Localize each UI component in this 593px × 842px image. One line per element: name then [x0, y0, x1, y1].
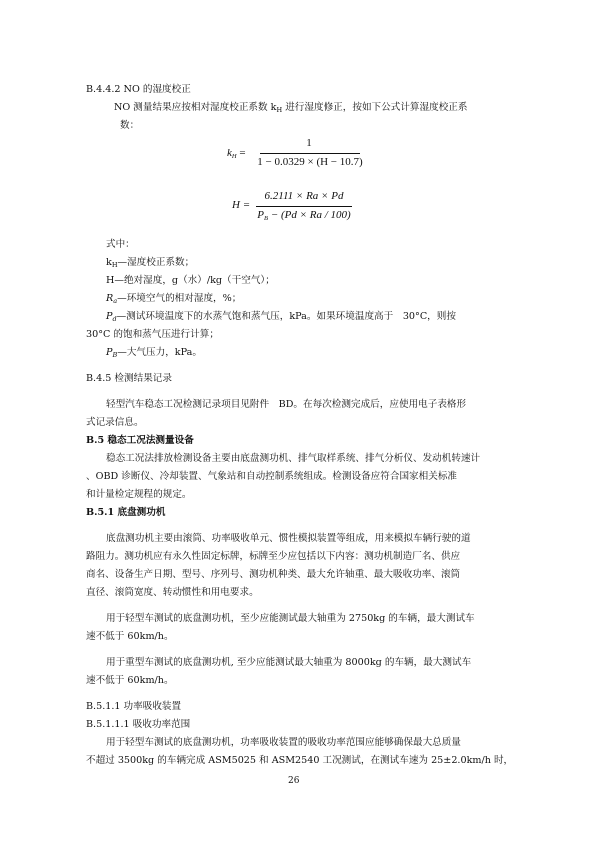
definition-h: H—绝对湿度，g（水）/kg（干空气）；: [106, 275, 275, 286]
section-b5-para-line2: 、OBD 诊断仪、冷却装置、气象站和自动控制系统组成。检测设备应符合国家相关标准: [86, 471, 458, 482]
section-b51-para2-line2: 速不低于 60km/h。: [86, 631, 174, 642]
section-b511-title: B.5.1.1 功率吸收装置: [86, 701, 182, 712]
section-b45-para-line1: 轻型汽车稳态工况检测记录项目见附件 BD。在每次检测完成后，应使用电子表格形: [106, 399, 467, 410]
section-b45-title: B.4.5 检测结果记录: [86, 373, 172, 384]
formula-kh-lhs: $k_H$ =: [227, 147, 246, 160]
section-b45-para-line2: 式记录信息。: [86, 417, 144, 428]
formula-h-lhs: H =: [232, 199, 251, 211]
section-b51-para1-line2: 路阻力。测功机应有永久性固定标牌，标牌至少应包括以下内容：测功机制造厂名、供应: [86, 551, 461, 562]
section-b51-para1-line3: 商名、设备生产日期、型号、序列号、测功机种类、最大允许轴重、最大吸收功率、滚筒: [86, 569, 461, 580]
section-b51-para3-line2: 速不低于 60km/h。: [86, 675, 174, 686]
formula-h-fraction-bar: [256, 206, 352, 207]
formula-h-numerator: 6.2111 × Ra × Pd: [264, 190, 344, 202]
section-b442-title: B.4.4.2 NO 的湿度校正: [86, 84, 191, 95]
section-b5-para-line1: 稳态工况法排放检测设备主要由底盘测功机、排气取样系统、排气分析仪、发动机转速计: [106, 453, 481, 464]
section-b5111-para-line1: 用于轻型车测试的底盘测功机，功率吸收装置的吸收功率范围应能够确保最大总质量: [106, 737, 461, 748]
section-b51-para1-line1: 底盘测功机主要由滚筒、功率吸收单元、惯性模拟装置等组成，用来模拟车辆行驶的道: [106, 533, 471, 544]
formula-h-denominator: $P_B - (Pd \times Ra / 100)$: [257, 209, 351, 222]
definition-ra: $R_a—$环境空气的相对湿度，%；: [106, 293, 242, 305]
formula-kh-denominator: 1 − 0.0329 × (H − 10.7): [257, 156, 363, 168]
section-b5-title: B.5 稳态工况法测量设备: [86, 435, 194, 446]
section-b442-intro-line1: NO 测量结果应按相对湿度校正系数 $k_H$ 进行湿度修正，按如下公式计算湿度校正系: [114, 102, 468, 114]
page-number: 26: [288, 776, 300, 786]
definition-pd-line2: 30°C 的饱和蒸气压进行计算；: [86, 329, 219, 340]
definition-pd-line1: $P_d—$测试环境温度下的水蒸气饱和蒸气压，kPa。如果环境温度高于 30°C，则按: [106, 311, 456, 323]
formula-kh-fraction-bar: [260, 153, 360, 154]
section-b5111-para-line2: 不超过 3500kg 的车辆完成 ASM5025 和 ASM2540 工况测试，在测试车速为 25±2.0km/h 时，: [86, 755, 514, 766]
section-b5-para-line3: 和计量检定规程的规定。: [86, 489, 192, 500]
section-b51-title: B.5.1 底盘测功机: [86, 507, 166, 518]
definition-pb: $P_B—$大气压力，kPa。: [106, 347, 202, 359]
section-b51-para3-line1: 用于重型车测试的底盘测功机, 至少应能测试最大轴重为 8000kg 的车辆，最大测试车: [106, 657, 472, 668]
section-b442-intro-line2: 数：: [120, 120, 140, 131]
formula-kh-numerator: 1: [306, 137, 312, 149]
section-b51-para2-line1: 用于轻型车测试的底盘测功机，至少应能测试最大轴重为 2750kg 的车辆，最大测试车: [106, 613, 475, 624]
definition-kh: $k_H—$湿度校正系数；: [106, 257, 195, 269]
section-b5111-title: B.5.1.1.1 吸收功率范围: [86, 719, 191, 730]
definitions-where: 式中：: [106, 239, 135, 250]
section-b51-para1-line4: 直径、滚筒宽度、转动惯性和用电要求。: [86, 587, 259, 598]
